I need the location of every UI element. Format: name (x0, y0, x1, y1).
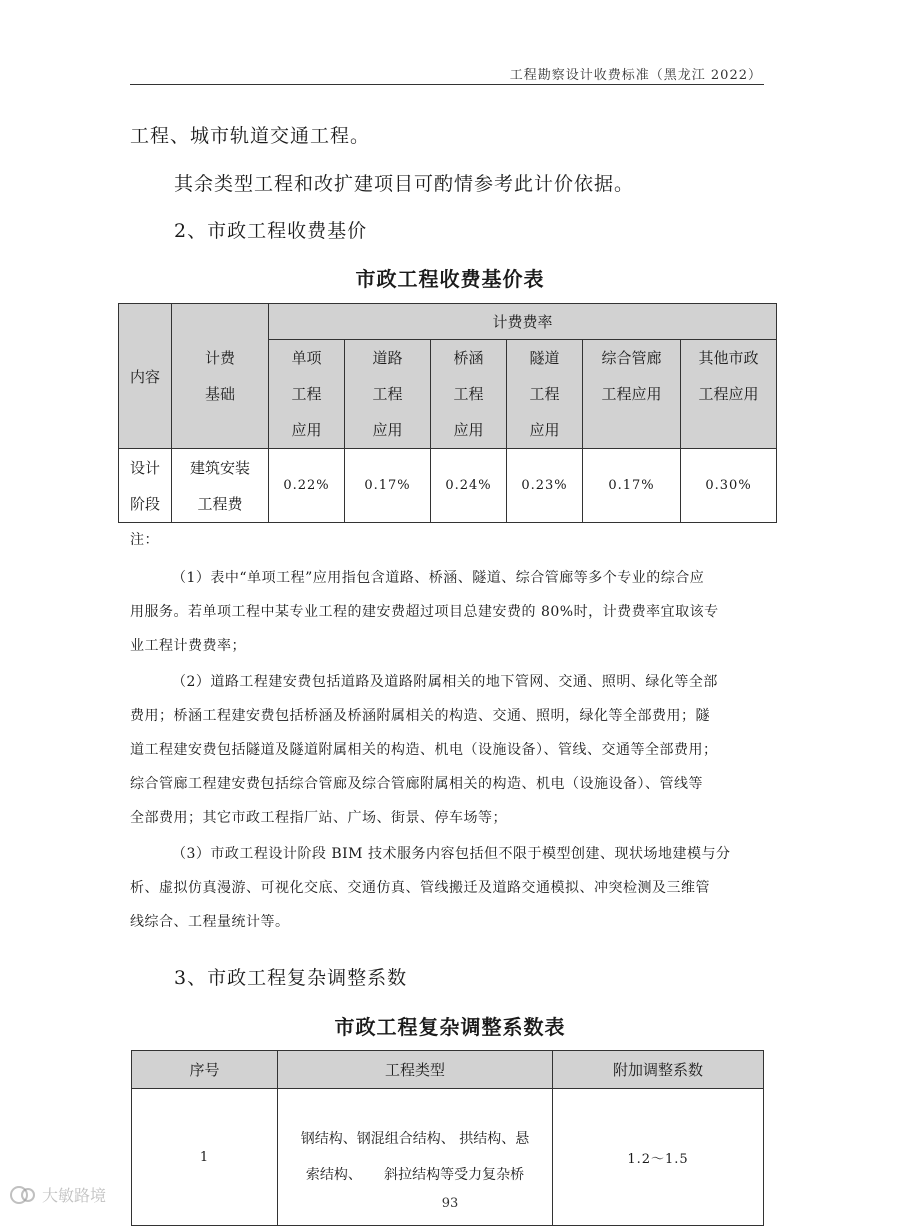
header-rate-other: 其他市政 工程应用 (681, 340, 777, 449)
header-rate-single: 单项 工程 应用 (269, 340, 345, 449)
row-coef: 1.2～1.5 (553, 1089, 764, 1226)
note-line: 业工程计费费率； (130, 638, 246, 654)
rate-value: 0.17% (583, 449, 681, 523)
row-no: 1 (132, 1089, 278, 1226)
watermark-text: 大敏路境 (42, 1186, 107, 1205)
note-line: 道工程建安费包括隧道及隧道附属相关的构造、机电（设施设备）、管线、交通等全部费用； (130, 742, 718, 758)
header-content: 内容 (119, 304, 172, 449)
page-number: 93 (441, 1196, 459, 1211)
header-coef: 附加调整系数 (553, 1051, 764, 1089)
header-no: 序号 (132, 1051, 278, 1089)
row-content: 设计 阶段 (119, 449, 172, 523)
section-heading-3: 3、市政工程复杂调整系数 (174, 967, 408, 989)
header-rate-bridge: 桥涵 工程 应用 (431, 340, 507, 449)
section-heading-2: 2、市政工程收费基价 (174, 220, 368, 242)
note-line: （1）表中“单项工程”应用指包含道路、桥涵、隧道、综合管廊等多个专业的综合应 (172, 570, 705, 586)
rate-value: 0.30% (681, 449, 777, 523)
note-line: （3）市政工程设计阶段 BIM 技术服务内容包括但不限于模型创建、现状场地建模与分 (172, 846, 731, 862)
note-line: 综合管廊工程建安费包括综合管廊及综合管廊附属相关的构造、机电（设施设备）、管线等 (130, 776, 703, 792)
header-rule (130, 84, 764, 85)
header-rate-road: 道路 工程 应用 (345, 340, 431, 449)
paragraph-line: 其余类型工程和改扩建项目可酌情参考此计价依据。 (174, 173, 635, 195)
note-line: （2）道路工程建安费包括道路及道路附属相关的地下管网、交通、照明、绿化等全部 (172, 674, 718, 690)
notes-block (130, 523, 770, 939)
header-basis: 计费 基础 (172, 304, 269, 449)
header-rate: 计费费率 (269, 304, 777, 340)
table2-title: 市政工程复杂调整系数表 (334, 1015, 566, 1039)
header-type: 工程类型 (278, 1051, 553, 1089)
table1-title: 市政工程收费基价表 (355, 267, 545, 291)
rate-value: 0.23% (507, 449, 583, 523)
row-basis: 建筑安装 工程费 (172, 449, 269, 523)
note-line: 线综合、工程量统计等。 (130, 914, 290, 930)
note-line: 费用；桥涵工程建安费包括桥涵及桥涵附属相关的构造、交通、照明，绿化等全部费用；隧 (130, 708, 710, 724)
header-rate-pipe-gallery: 综合管廊 工程应用 (583, 340, 681, 449)
notes-label: 注： (130, 532, 159, 548)
note-line: 析、虚拟仿真漫游、可视化交底、交通仿真、管线搬迁及道路交通模拟、冲突检测及三维管 (130, 880, 710, 896)
fee-base-table (118, 303, 777, 523)
paragraph-line: 工程、城市轨道交通工程。 (130, 125, 371, 147)
note-line: 全部费用；其它市政工程指厂站、广场、街景、停车场等； (130, 810, 507, 826)
running-header: 工程勘察设计收费标准（黑龙江 2022） (509, 68, 762, 83)
header-rate-tunnel: 隧道 工程 应用 (507, 340, 583, 449)
row-type: 钢结构、钢混组合结构、 拱结构、悬 索结构、 斜拉结构等受力复杂桥 (278, 1089, 553, 1226)
rate-value: 0.24% (431, 449, 507, 523)
note-line: 用服务。若单项工程中某专业工程的建安费超过项目总建安费的 80%时，计费费率宜取该专 (130, 604, 719, 620)
rate-value: 0.22% (269, 449, 345, 523)
rate-value: 0.17% (345, 449, 431, 523)
